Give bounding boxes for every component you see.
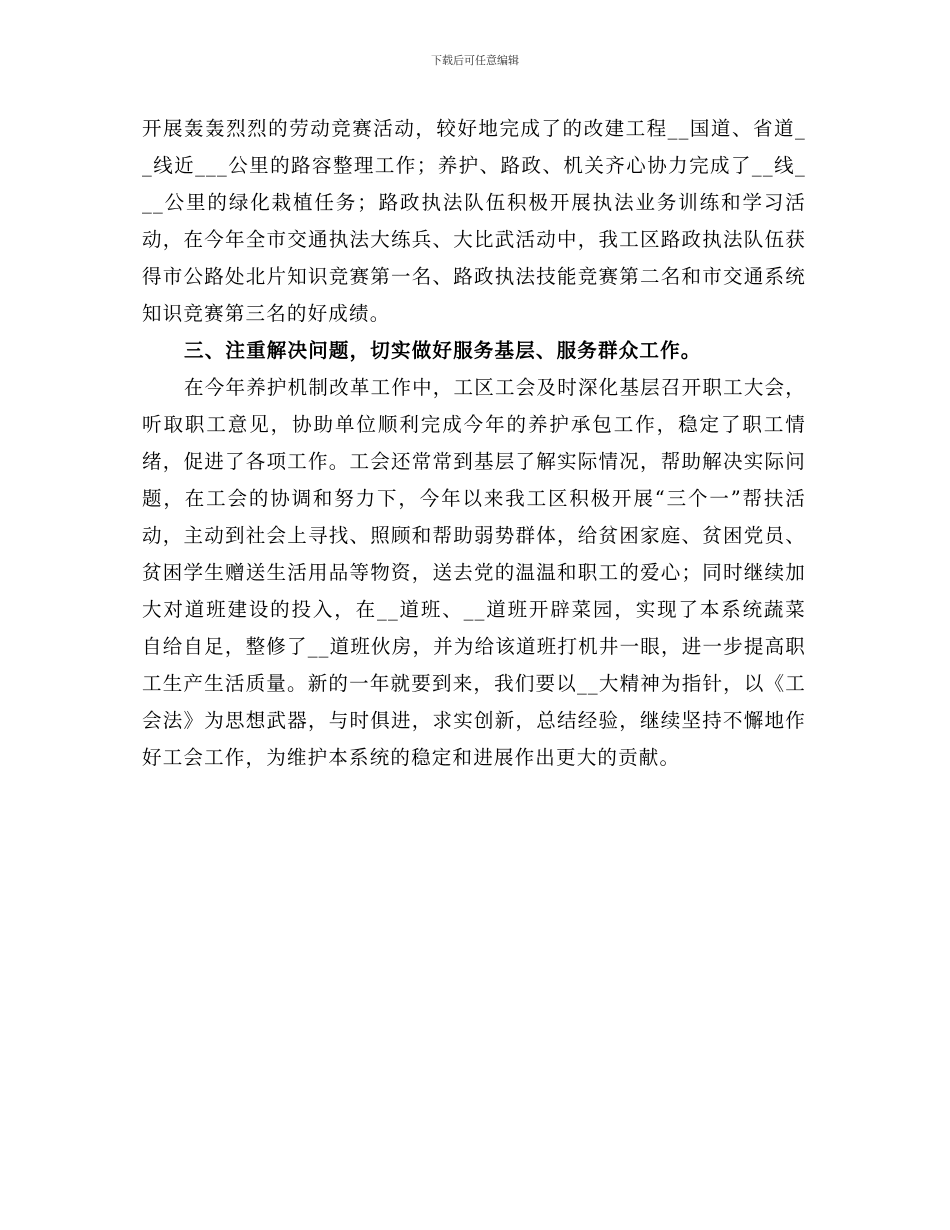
page-header: 下载后可任意编辑 — [431, 54, 519, 67]
document-body — [142, 110, 806, 776]
paragraph-service-work: 在今年养护机制改革工作中，工区工会及时深化基层召开职工大会，听取职工意见，协助单位顺利完成今年的养护承包工作，稳定了职工情绪，促进了各项工作。工会还常常到基层了解实际情况，帮助解决实际问题，在工会的协调和努力下，今年以来我工区积极开展“三个一”帮扶活动，主动到社会上寻找、照顾和帮助弱势群体，给贫困家庭、贫困党员、贫困学生赠送生活用品等物资，送去党的温温和职工的爱心；同时继续加大对道班建设的投入，在__道班、__道班开辟菜园，实现了本系统蔬菜自给自足，整修了__道班伙房，并为给该道班打机井一眼，进一步提高职工生产生活质量。新的一年就要到来，我们要以__大精神为指针，以《工会法》为思想武器，与时俱进，求实创新，总结经验，继续坚持不懈地作好工会工作，为维护本系统的稳定和进展作出更大的贡献。 — [142, 376, 806, 769]
section-heading-three: 三、注重解决问题，切实做好服务基层、服务群众工作。 — [184, 339, 702, 362]
paragraph-labor-competition: 开展轰轰烈烈的劳动竞赛活动，较好地完成了的改建工程__国道、省道__线近___公里的路容整理工作；养护、路政、机关齐心协力完成了__线___公里的绿化栽植任务；路政执法队伍积极开展执法业务训练和学习活动，在今年全市交通执法大练兵、大比武活动中，我工区路政执法队伍获得市公路处北片知识竞赛第一名、路政执法技能竞赛第二名和市交通系统知识竞赛第三名的好成绩。 — [142, 117, 806, 325]
